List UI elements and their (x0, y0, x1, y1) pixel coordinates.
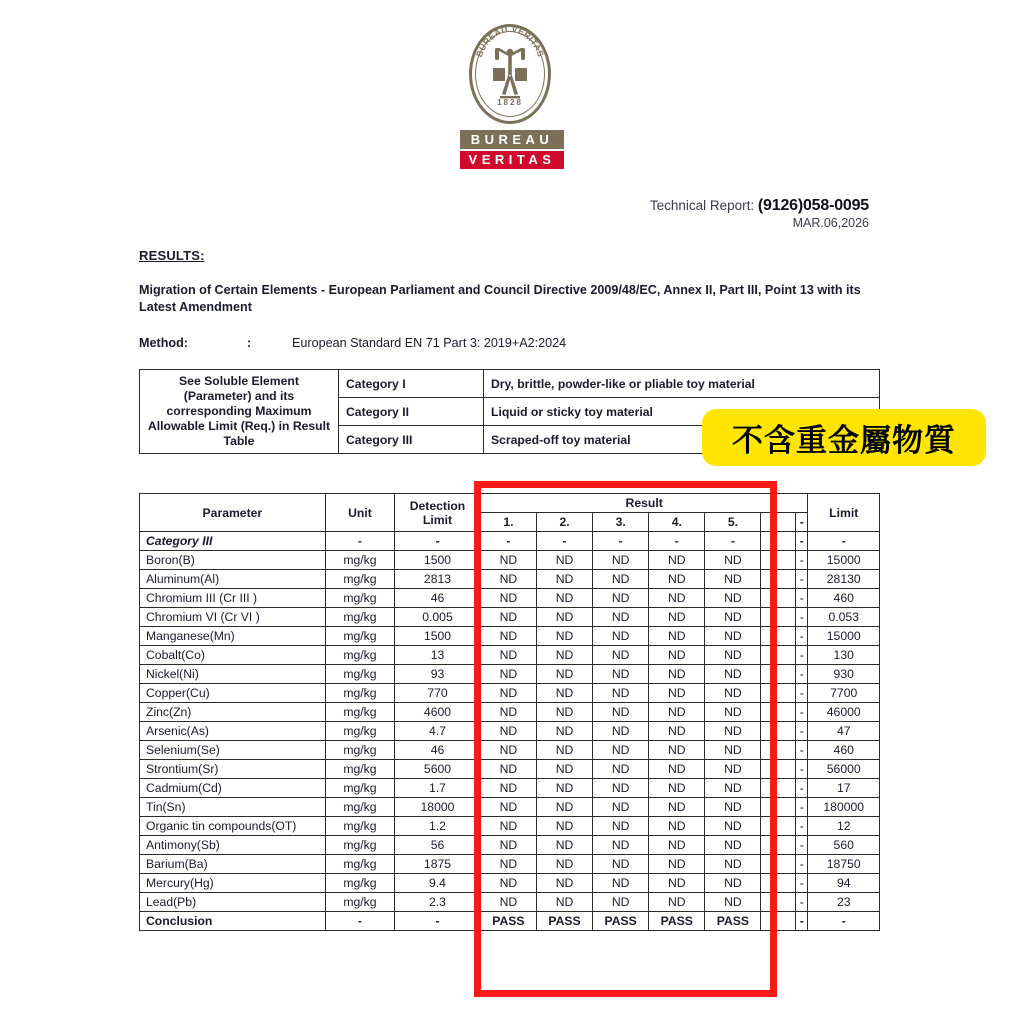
cell-limit: 130 (808, 646, 880, 665)
category-name: Category II (339, 398, 484, 426)
cell-detection-limit: 1500 (395, 627, 481, 646)
cell-limit: 46000 (808, 703, 880, 722)
technical-report-line (650, 197, 869, 215)
technical-report-number: (9126)058-0095 (757, 197, 869, 214)
cell-limit: 28130 (808, 570, 880, 589)
svg-text:BUREAU VERITAS: BUREAU VERITAS (473, 24, 547, 59)
cell-result-3: ND (593, 798, 649, 817)
table-row (140, 665, 880, 684)
cell-unit: mg/kg (325, 608, 394, 627)
cell-result-2: - (536, 532, 592, 551)
cell-limit: 7700 (808, 684, 880, 703)
cell-result-2: ND (536, 551, 592, 570)
cell-parameter: Nickel(Ni) (140, 665, 326, 684)
cell-result-4: ND (649, 855, 705, 874)
cell-limit: 17 (808, 779, 880, 798)
cell-result-1: ND (480, 665, 536, 684)
cell-gap (761, 665, 796, 684)
cell-detection-limit: - (395, 532, 481, 551)
cell-gap-dash: - (796, 817, 808, 836)
cell-result-3: ND (593, 855, 649, 874)
cell-result-2: PASS (536, 912, 592, 931)
method-value: European Standard EN 71 Part 3: 2019+A2:2024 (292, 336, 567, 350)
table-row (140, 779, 880, 798)
cell-result-3: ND (593, 741, 649, 760)
cell-result-3: ND (593, 779, 649, 798)
cell-result-2: ND (536, 722, 592, 741)
cell-result-3: ND (593, 703, 649, 722)
cell-parameter: Selenium(Se) (140, 741, 326, 760)
table-row (140, 798, 880, 817)
cell-gap-dash: - (796, 912, 808, 931)
cell-result-1: ND (480, 608, 536, 627)
cell-detection-limit: 93 (395, 665, 481, 684)
cell-parameter: Boron(B) (140, 551, 326, 570)
cell-result-1: ND (480, 760, 536, 779)
cell-gap-dash: - (796, 570, 808, 589)
cell-limit: 560 (808, 836, 880, 855)
cell-detection-limit: 0.005 (395, 608, 481, 627)
cell-gap (761, 741, 796, 760)
cell-result-2: ND (536, 855, 592, 874)
cell-unit: mg/kg (325, 551, 394, 570)
header-parameter: Parameter (140, 494, 326, 532)
cell-limit: 12 (808, 817, 880, 836)
cell-result-5: PASS (705, 912, 761, 931)
table-row (140, 570, 880, 589)
cell-result-1: ND (480, 722, 536, 741)
cell-gap-dash: - (796, 874, 808, 893)
category-description: Scraped-off toy material (484, 426, 880, 454)
cell-result-1: - (480, 532, 536, 551)
table-row (140, 874, 880, 893)
table-row (140, 836, 880, 855)
header-result-dash: - (796, 513, 808, 532)
cell-result-2: ND (536, 817, 592, 836)
cell-gap-dash: - (796, 722, 808, 741)
table-row (140, 627, 880, 646)
cell-result-1: ND (480, 836, 536, 855)
logo-year: 1828 (497, 98, 523, 107)
table-row (140, 741, 880, 760)
cell-result-2: ND (536, 798, 592, 817)
cell-result-1: PASS (480, 912, 536, 931)
cell-result-5: ND (705, 589, 761, 608)
cell-unit: mg/kg (325, 855, 394, 874)
header-unit: Unit (325, 494, 394, 532)
cell-result-1: ND (480, 627, 536, 646)
category-name: Category III (339, 426, 484, 454)
cell-result-3: ND (593, 608, 649, 627)
cell-gap-dash: - (796, 627, 808, 646)
cell-result-5: ND (705, 646, 761, 665)
cell-parameter: Strontium(Sr) (140, 760, 326, 779)
cell-parameter: Cobalt(Co) (140, 646, 326, 665)
cell-result-4: ND (649, 646, 705, 665)
cell-result-4: - (649, 532, 705, 551)
cell-result-3: ND (593, 665, 649, 684)
cell-parameter: Aluminum(Al) (140, 570, 326, 589)
cell-result-1: ND (480, 893, 536, 912)
cell-unit: mg/kg (325, 893, 394, 912)
cell-result-5: ND (705, 741, 761, 760)
cell-result-3: ND (593, 722, 649, 741)
cell-result-1: ND (480, 874, 536, 893)
cell-result-2: ND (536, 703, 592, 722)
cell-unit: - (325, 912, 394, 931)
cell-gap (761, 722, 796, 741)
cell-result-3: PASS (593, 912, 649, 931)
cell-result-2: ND (536, 646, 592, 665)
cell-result-2: ND (536, 779, 592, 798)
header-result-3: 3. (593, 513, 649, 532)
cell-result-1: ND (480, 741, 536, 760)
cell-result-4: ND (649, 608, 705, 627)
cell-result-2: ND (536, 836, 592, 855)
header-result-2: 2. (536, 513, 592, 532)
cell-result-3: ND (593, 684, 649, 703)
cell-limit: 460 (808, 589, 880, 608)
result-table (139, 493, 880, 931)
cell-detection-limit: 46 (395, 741, 481, 760)
cell-gap (761, 608, 796, 627)
table-row (140, 703, 880, 722)
cell-parameter: Chromium VI (Cr VI ) (140, 608, 326, 627)
cell-detection-limit: 13 (395, 646, 481, 665)
cell-result-4: ND (649, 684, 705, 703)
cell-limit: 56000 (808, 760, 880, 779)
table-header-row (140, 494, 880, 513)
cell-gap (761, 627, 796, 646)
cell-limit: 0.053 (808, 608, 880, 627)
cell-result-5: ND (705, 760, 761, 779)
cell-result-1: ND (480, 684, 536, 703)
table-row (140, 646, 880, 665)
cell-gap-dash: - (796, 760, 808, 779)
bureau-veritas-logo (449, 24, 575, 169)
cell-gap-dash: - (796, 893, 808, 912)
cell-result-1: ND (480, 798, 536, 817)
cell-result-5: ND (705, 817, 761, 836)
cell-gap (761, 551, 796, 570)
cell-unit: mg/kg (325, 760, 394, 779)
cell-unit: mg/kg (325, 646, 394, 665)
cell-result-1: ND (480, 817, 536, 836)
cell-gap-dash: - (796, 608, 808, 627)
cell-result-2: ND (536, 570, 592, 589)
cell-detection-limit: 1.7 (395, 779, 481, 798)
cell-gap (761, 646, 796, 665)
cell-gap (761, 798, 796, 817)
cell-result-2: ND (536, 665, 592, 684)
result-table-head (140, 494, 880, 532)
table-row (140, 589, 880, 608)
cell-gap (761, 836, 796, 855)
cell-result-5: ND (705, 551, 761, 570)
header-detection-limit: Detection Limit (395, 494, 481, 532)
cell-result-4: ND (649, 874, 705, 893)
cell-result-5: ND (705, 836, 761, 855)
cell-parameter: Lead(Pb) (140, 893, 326, 912)
cell-result-4: ND (649, 836, 705, 855)
cell-result-5: - (705, 532, 761, 551)
logo-wordmark-veritas: VERITAS (460, 151, 564, 169)
table-row (140, 855, 880, 874)
cell-parameter: Arsenic(As) (140, 722, 326, 741)
cell-parameter: Barium(Ba) (140, 855, 326, 874)
cell-detection-limit: 5600 (395, 760, 481, 779)
cell-result-4: ND (649, 817, 705, 836)
cell-limit: 23 (808, 893, 880, 912)
cell-parameter: Manganese(Mn) (140, 627, 326, 646)
method-colon: : (247, 336, 252, 350)
cell-parameter: Organic tin compounds(OT) (140, 817, 326, 836)
cell-detection-limit: 1.2 (395, 817, 481, 836)
cell-result-3: ND (593, 551, 649, 570)
cell-parameter: Mercury(Hg) (140, 874, 326, 893)
cell-parameter: Copper(Cu) (140, 684, 326, 703)
yellow-badge-annotation (702, 409, 986, 466)
cell-result-3: ND (593, 874, 649, 893)
cell-limit: 180000 (808, 798, 880, 817)
cell-gap-dash: - (796, 646, 808, 665)
cell-gap-dash: - (796, 703, 808, 722)
cell-result-4: PASS (649, 912, 705, 931)
cell-gap-dash: - (796, 836, 808, 855)
cell-result-4: ND (649, 589, 705, 608)
cell-result-4: ND (649, 665, 705, 684)
cell-result-5: ND (705, 665, 761, 684)
cell-parameter: Chromium III (Cr III ) (140, 589, 326, 608)
cell-detection-limit: 2.3 (395, 893, 481, 912)
cell-gap-dash: - (796, 798, 808, 817)
cell-gap-dash: - (796, 855, 808, 874)
cell-gap (761, 703, 796, 722)
cell-gap-dash: - (796, 589, 808, 608)
cell-unit: mg/kg (325, 627, 394, 646)
cell-result-5: ND (705, 627, 761, 646)
cell-result-2: ND (536, 874, 592, 893)
soluble-element-note: See Soluble Element (Parameter) and its corresponding Maximum Allowable Limit (Req.) in Result Table (140, 370, 339, 454)
logo-emblem-icon (469, 24, 555, 125)
cell-parameter: Cadmium(Cd) (140, 779, 326, 798)
header-result-gap (761, 513, 796, 532)
cell-result-2: ND (536, 627, 592, 646)
cell-result-4: ND (649, 798, 705, 817)
cell-result-1: ND (480, 779, 536, 798)
cell-result-2: ND (536, 741, 592, 760)
cell-gap (761, 684, 796, 703)
cell-gap-dash: - (796, 665, 808, 684)
yellow-badge-label: 不含重金屬物質 (732, 423, 956, 459)
cell-result-2: ND (536, 760, 592, 779)
cell-unit: mg/kg (325, 665, 394, 684)
cell-gap (761, 874, 796, 893)
header-result-4: 4. (649, 513, 705, 532)
category-name: Category I (339, 370, 484, 398)
cell-result-2: ND (536, 684, 592, 703)
category-description: Dry, brittle, powder-like or pliable toy material (484, 370, 880, 398)
cell-result-1: ND (480, 703, 536, 722)
cell-result-5: ND (705, 874, 761, 893)
cell-unit: mg/kg (325, 836, 394, 855)
table-row (140, 893, 880, 912)
cell-limit: 15000 (808, 627, 880, 646)
cell-result-4: ND (649, 760, 705, 779)
cell-limit: 47 (808, 722, 880, 741)
cell-gap (761, 779, 796, 798)
cell-result-1: ND (480, 855, 536, 874)
cell-detection-limit: 1875 (395, 855, 481, 874)
cell-detection-limit: 2813 (395, 570, 481, 589)
cell-result-1: ND (480, 570, 536, 589)
cell-result-4: ND (649, 893, 705, 912)
logo-wordmark-bureau: BUREAU (460, 130, 564, 148)
category-description: Liquid or sticky toy material (484, 398, 880, 426)
cell-limit: 94 (808, 874, 880, 893)
cell-detection-limit: 46 (395, 589, 481, 608)
cell-result-5: ND (705, 893, 761, 912)
cell-result-5: ND (705, 684, 761, 703)
cell-result-5: ND (705, 722, 761, 741)
header-result-5: 5. (705, 513, 761, 532)
cell-unit: mg/kg (325, 798, 394, 817)
cell-unit: mg/kg (325, 589, 394, 608)
cell-result-4: ND (649, 551, 705, 570)
cell-unit: mg/kg (325, 874, 394, 893)
cell-result-4: ND (649, 627, 705, 646)
cell-detection-limit: 18000 (395, 798, 481, 817)
table-row (140, 608, 880, 627)
table-row (140, 684, 880, 703)
cell-limit: 18750 (808, 855, 880, 874)
cell-gap (761, 570, 796, 589)
cell-result-4: ND (649, 779, 705, 798)
method-row (139, 336, 884, 350)
cell-gap-dash: - (796, 532, 808, 551)
cell-gap (761, 893, 796, 912)
method-label: Method: (139, 336, 188, 350)
header-result: Result (480, 494, 808, 513)
cell-gap (761, 760, 796, 779)
cell-result-4: ND (649, 722, 705, 741)
table-row (140, 760, 880, 779)
results-section-title: RESULTS: (139, 248, 205, 263)
result-table-body (140, 532, 880, 931)
cell-result-5: ND (705, 608, 761, 627)
cell-gap-dash: - (796, 684, 808, 703)
cell-limit: 460 (808, 741, 880, 760)
cell-unit: mg/kg (325, 703, 394, 722)
cell-detection-limit: 9.4 (395, 874, 481, 893)
directive-text: Migration of Certain Elements - European Parliament and Council Directive 2009/48/EC, Annex II, Part III, Point 13 with its Latest Amendment (139, 283, 861, 314)
table-row (140, 722, 880, 741)
cell-detection-limit: 4600 (395, 703, 481, 722)
cell-unit: mg/kg (325, 722, 394, 741)
cell-gap (761, 589, 796, 608)
cell-result-1: ND (480, 551, 536, 570)
cell-result-3: ND (593, 570, 649, 589)
cell-unit: mg/kg (325, 570, 394, 589)
cell-result-5: ND (705, 703, 761, 722)
cell-parameter: Tin(Sn) (140, 798, 326, 817)
cell-limit: - (808, 912, 880, 931)
cell-result-3: ND (593, 893, 649, 912)
cell-result-4: ND (649, 570, 705, 589)
header-limit: Limit (808, 494, 880, 532)
cell-result-3: ND (593, 760, 649, 779)
cell-unit: mg/kg (325, 817, 394, 836)
logo-figure-icon (491, 46, 529, 101)
cell-gap (761, 912, 796, 931)
cell-gap (761, 855, 796, 874)
cell-result-3: ND (593, 817, 649, 836)
header-result-1: 1. (480, 513, 536, 532)
table-row (140, 912, 880, 931)
cell-result-1: ND (480, 589, 536, 608)
cell-result-2: ND (536, 608, 592, 627)
cell-limit: 15000 (808, 551, 880, 570)
cell-conclusion-label: Conclusion (140, 912, 326, 931)
cell-parameter: Antimony(Sb) (140, 836, 326, 855)
cell-detection-limit: 4.7 (395, 722, 481, 741)
report-date: MAR.06,2026 (792, 216, 869, 230)
cell-gap (761, 532, 796, 551)
cell-gap-dash: - (796, 779, 808, 798)
cell-result-5: ND (705, 798, 761, 817)
cell-limit: 930 (808, 665, 880, 684)
cell-result-4: ND (649, 703, 705, 722)
table-row (140, 370, 880, 398)
cell-limit: - (808, 532, 880, 551)
cell-result-3: ND (593, 646, 649, 665)
technical-report-label: Technical Report: (649, 198, 755, 213)
cell-result-1: ND (480, 646, 536, 665)
cell-unit: mg/kg (325, 684, 394, 703)
cell-parameter: Zinc(Zn) (140, 703, 326, 722)
cell-detection-limit: - (395, 912, 481, 931)
cell-gap (761, 817, 796, 836)
cell-unit: - (325, 532, 394, 551)
cell-detection-limit: 1500 (395, 551, 481, 570)
cell-result-4: ND (649, 741, 705, 760)
cell-unit: mg/kg (325, 741, 394, 760)
cell-result-5: ND (705, 779, 761, 798)
table-row (140, 551, 880, 570)
table-row (140, 817, 880, 836)
cell-result-3: ND (593, 589, 649, 608)
cell-result-2: ND (536, 893, 592, 912)
cell-detection-limit: 56 (395, 836, 481, 855)
cell-result-5: ND (705, 855, 761, 874)
cell-result-2: ND (536, 589, 592, 608)
cell-result-3: - (593, 532, 649, 551)
cell-result-3: ND (593, 836, 649, 855)
cell-unit: mg/kg (325, 779, 394, 798)
cell-category-label: Category III (140, 532, 326, 551)
cell-gap-dash: - (796, 551, 808, 570)
cell-result-5: ND (705, 570, 761, 589)
table-row (140, 532, 880, 551)
cell-result-3: ND (593, 627, 649, 646)
cell-gap-dash: - (796, 741, 808, 760)
cell-detection-limit: 770 (395, 684, 481, 703)
